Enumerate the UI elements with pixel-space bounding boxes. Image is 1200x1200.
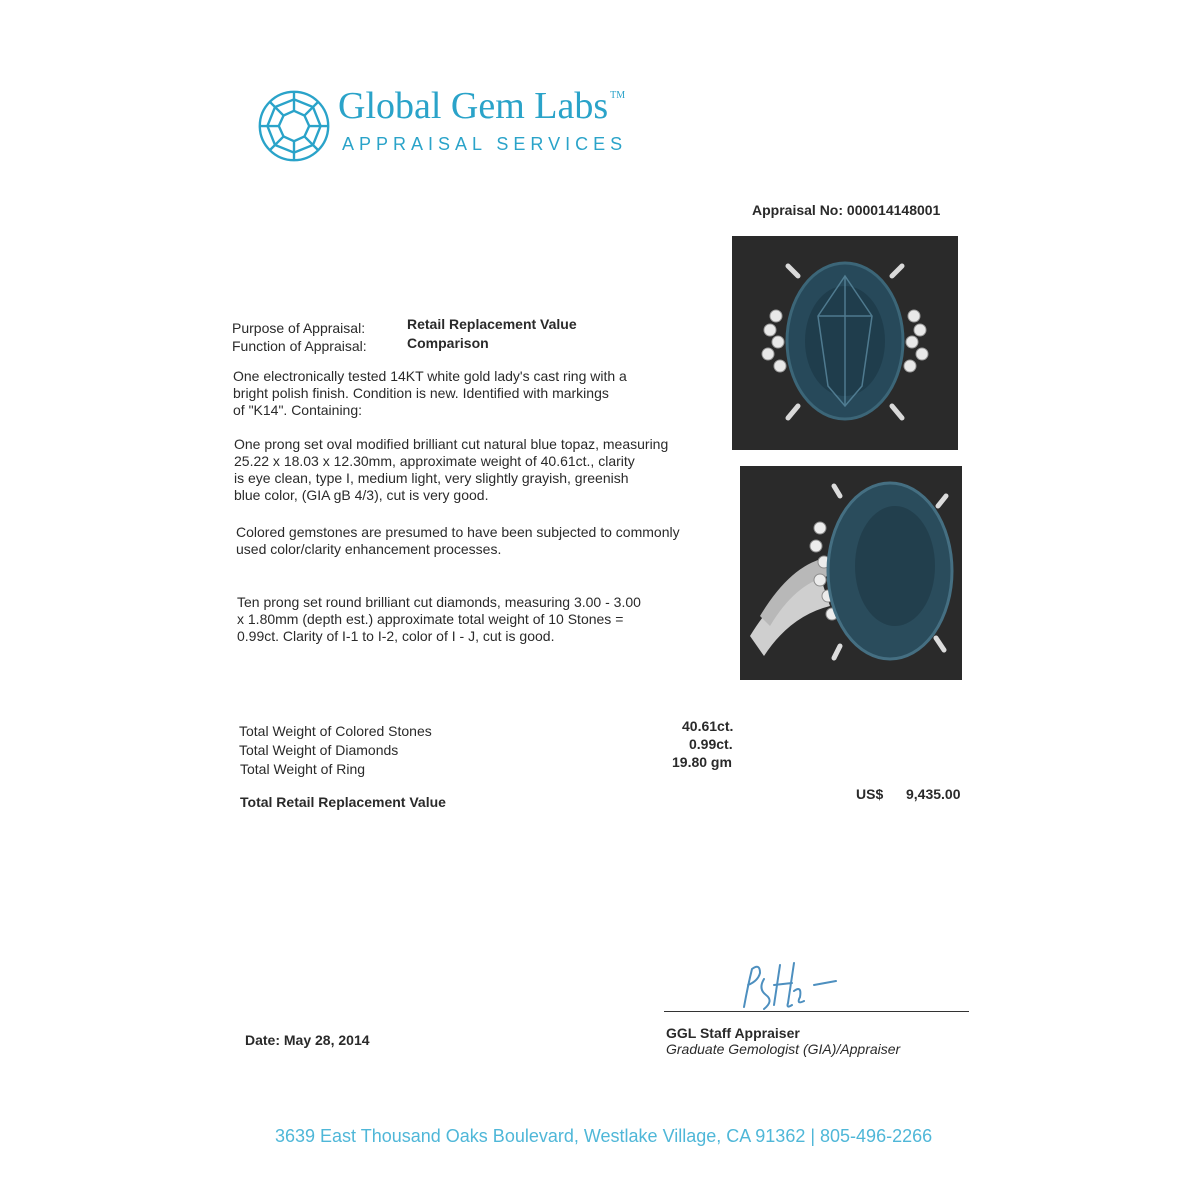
function-label: Function of Appraisal: bbox=[232, 338, 367, 354]
signature-line bbox=[664, 1011, 969, 1012]
appraiser-name: GGL Staff Appraiser bbox=[666, 1025, 800, 1041]
ring-description: One electronically tested 14KT white gold lady's cast ring with a bright polish finish. Condition is new. Identified with markings of "K14". Containing: bbox=[233, 368, 627, 418]
brand-subtitle: APPRAISAL SERVICES bbox=[342, 134, 628, 154]
total-ring-value: 19.80 gm bbox=[672, 754, 732, 770]
currency: US$ bbox=[856, 786, 884, 802]
total-ring-label: Total Weight of Ring bbox=[240, 761, 366, 777]
function-value: Comparison bbox=[407, 335, 489, 351]
purpose-value: Retail Replacement Value bbox=[407, 316, 577, 332]
total-diamonds-value: 0.99ct. bbox=[689, 736, 733, 752]
trademark: TM bbox=[610, 90, 626, 101]
retail-value-amount: 9,435.00 bbox=[906, 786, 961, 802]
purpose-label: Purpose of Appraisal: bbox=[232, 320, 366, 336]
appraisal-date: Date: May 28, 2014 bbox=[245, 1032, 370, 1048]
appraiser-title: Graduate Gemologist (GIA)/Appraiser bbox=[666, 1041, 901, 1057]
ring-photo-side bbox=[740, 466, 962, 680]
total-diamonds-label: Total Weight of Diamonds bbox=[239, 742, 399, 758]
signature-mark bbox=[730, 955, 850, 1015]
diamonds-description: Ten prong set round brilliant cut diamonds, measuring 3.00 - 3.00 x 1.80mm (depth est.) approximate total weight of 10 Stones = 0.99ct. Clarity of I-1 to I-2, color of I - J, cut is good. bbox=[237, 594, 641, 644]
footer-address: 3639 East Thousand Oaks Boulevard, Westlake Village, CA 91362 | 805-496-2266 bbox=[275, 1126, 933, 1146]
topaz-description: One prong set oval modified brilliant cut natural blue topaz, measuring 25.22 x 18.03 x 12.30mm, approximate weight of 40.61ct., clarity is eye clean, type I, medium light, very slightly grayish, greenish blue color, (GIA gB 4/3), cut is very good. bbox=[234, 436, 669, 503]
retail-value-label: Total Retail Replacement Value bbox=[240, 794, 446, 810]
total-colored-value: 40.61ct. bbox=[682, 718, 734, 734]
appraisal-number: Appraisal No: 000014148001 bbox=[752, 202, 941, 218]
total-colored-label: Total Weight of Colored Stones bbox=[239, 723, 432, 739]
ring-photo-top bbox=[732, 236, 958, 450]
treatment-note: Colored gemstones are presumed to have been subjected to commonly used color/clarity enhancement processes. bbox=[236, 524, 680, 557]
gem-logo-icon bbox=[256, 88, 332, 164]
brand-name: Global Gem Labs ™ bbox=[338, 85, 626, 127]
